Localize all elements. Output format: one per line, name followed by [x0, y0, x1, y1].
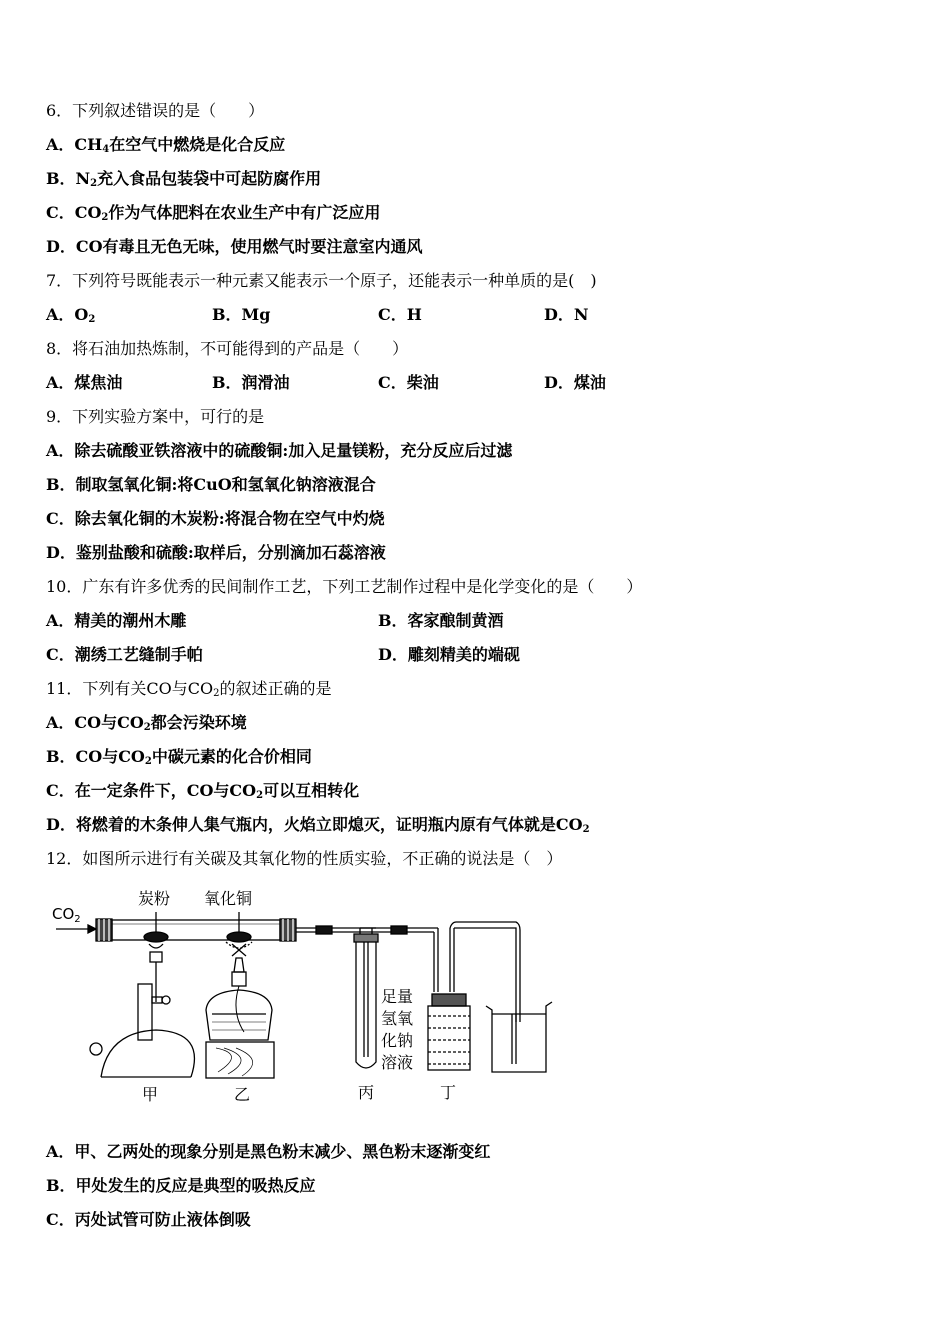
label-ding: 丁	[440, 1083, 457, 1102]
q10-options-row2	[46, 644, 710, 666]
q7-option-a: A．$O_2$	[46, 305, 96, 325]
q8-options	[46, 372, 710, 394]
q10-option-b: B．客家酿制黄酒	[378, 611, 504, 630]
q7-options	[46, 304, 710, 331]
q7-option-b: B．Mg	[212, 305, 271, 324]
q10-stem: 10．广东有许多优秀的民间制作工艺，下列工艺制作过程中是化学变化的是（ ）	[46, 577, 643, 596]
wood-block	[206, 1042, 274, 1078]
alcohol-lamp-yi	[206, 942, 274, 1078]
label-bing: 丙	[358, 1083, 375, 1102]
q10-option-a: A．精美的潮州木雕	[46, 611, 187, 630]
copper-oxide-label: 氧化铜	[204, 889, 253, 908]
q7-option-d: D．N	[544, 305, 589, 324]
q8-stem: 8．将石油加热炼制，不可能得到的产品是（ ）	[46, 339, 409, 358]
q9-option-c: C．除去氧化铜的木炭粉:将混合物在空气中灼烧	[46, 509, 385, 528]
copper-oxide-powder	[227, 932, 251, 942]
q9-option-b: B．制取氢氧化铜:将CuO和氢氧化钠溶液混合	[46, 475, 376, 494]
q7-option-c: C．H	[378, 305, 422, 324]
q11-option-a: A．CO与$CO_2$都会污染环境	[46, 713, 247, 733]
carbon-powder	[144, 932, 168, 942]
carbon-powder-label: 炭粉	[138, 889, 171, 908]
test-tube-bing	[354, 928, 378, 1068]
q11-option-c: C．在一定条件下，CO与$CO_2$可以互相转化	[46, 781, 360, 801]
q6-option-c: C．$CO_2$作为气体肥料在农业生产中有广泛应用	[46, 203, 381, 223]
q10-option-d: D．雕刻精美的端砚	[378, 645, 520, 664]
naoh-label-3: 化钠	[381, 1031, 414, 1050]
q8-option-d: D．煤油	[544, 373, 606, 392]
naoh-label-4: 溶液	[381, 1053, 414, 1072]
q9-option-a: A．除去硫酸亚铁溶液中的硫酸铜:加入足量镁粉，充分反应后过滤	[46, 441, 513, 460]
blowtorch-jia	[90, 944, 194, 1077]
q12-option-b: B．甲处发生的反应是典型的吸热反应	[46, 1176, 316, 1195]
q7-stem: 7．下列符号既能表示一种元素又能表示一个原子，还能表示一种单质的是( )	[46, 271, 597, 290]
naoh-label-2: 氢氧	[381, 1009, 414, 1028]
q8-option-a: A．煤焦油	[46, 373, 123, 392]
q11-option-d: D．将燃着的木条伸人集气瓶内，火焰立即熄灭，证明瓶内原有气体就是$CO_2$	[46, 815, 590, 835]
q11-option-b: B．CO与$CO_2$中碳元素的化合价相同	[46, 747, 312, 767]
q6-stem: 6．下列叙述错误的是（ ）	[46, 101, 265, 120]
q9-option-d: D．鉴别盐酸和硫酸:取样后，分别滴加石蕊溶液	[46, 543, 386, 562]
q8-option-b: B．润滑油	[212, 373, 290, 392]
bottle-ding	[428, 922, 520, 1070]
label-yi: 乙	[234, 1085, 251, 1104]
q12-stem: 12．如图所示进行有关碳及其氧化物的性质实验，不正确的说法是（ ）	[46, 849, 563, 868]
q12-option-a: A．甲、乙两处的现象分别是黑色粉末减少、黑色粉末逐渐变红	[46, 1142, 491, 1161]
q12-option-c: C．丙处试管可防止液体倒吸	[46, 1210, 251, 1229]
q8-option-c: C．柴油	[378, 373, 439, 392]
q10-options-row1	[46, 610, 710, 632]
q11-stem: 11．下列有关CO与$CO_2$的叙述正确的是	[46, 679, 332, 699]
experiment-apparatus-figure	[46, 882, 566, 1107]
combustion-tube	[112, 920, 280, 940]
q9-stem: 9．下列实验方案中，可行的是	[46, 407, 265, 426]
naoh-label-1: 足量	[381, 987, 414, 1006]
q10-option-c: C．潮绣工艺缝制手帕	[46, 645, 203, 664]
beaker	[486, 1002, 552, 1072]
q6-option-b: B．$N_2$充入食品包装袋中可起防腐作用	[46, 169, 322, 189]
label-jia: 甲	[142, 1085, 159, 1104]
q6-option-a: A．$CH_4$在空气中燃烧是化合反应	[46, 135, 286, 155]
co2-label: $CO_2$	[52, 905, 81, 925]
q6-option-d: D．CO有毒且无色无味，使用燃气时要注意室内通风	[46, 237, 423, 256]
